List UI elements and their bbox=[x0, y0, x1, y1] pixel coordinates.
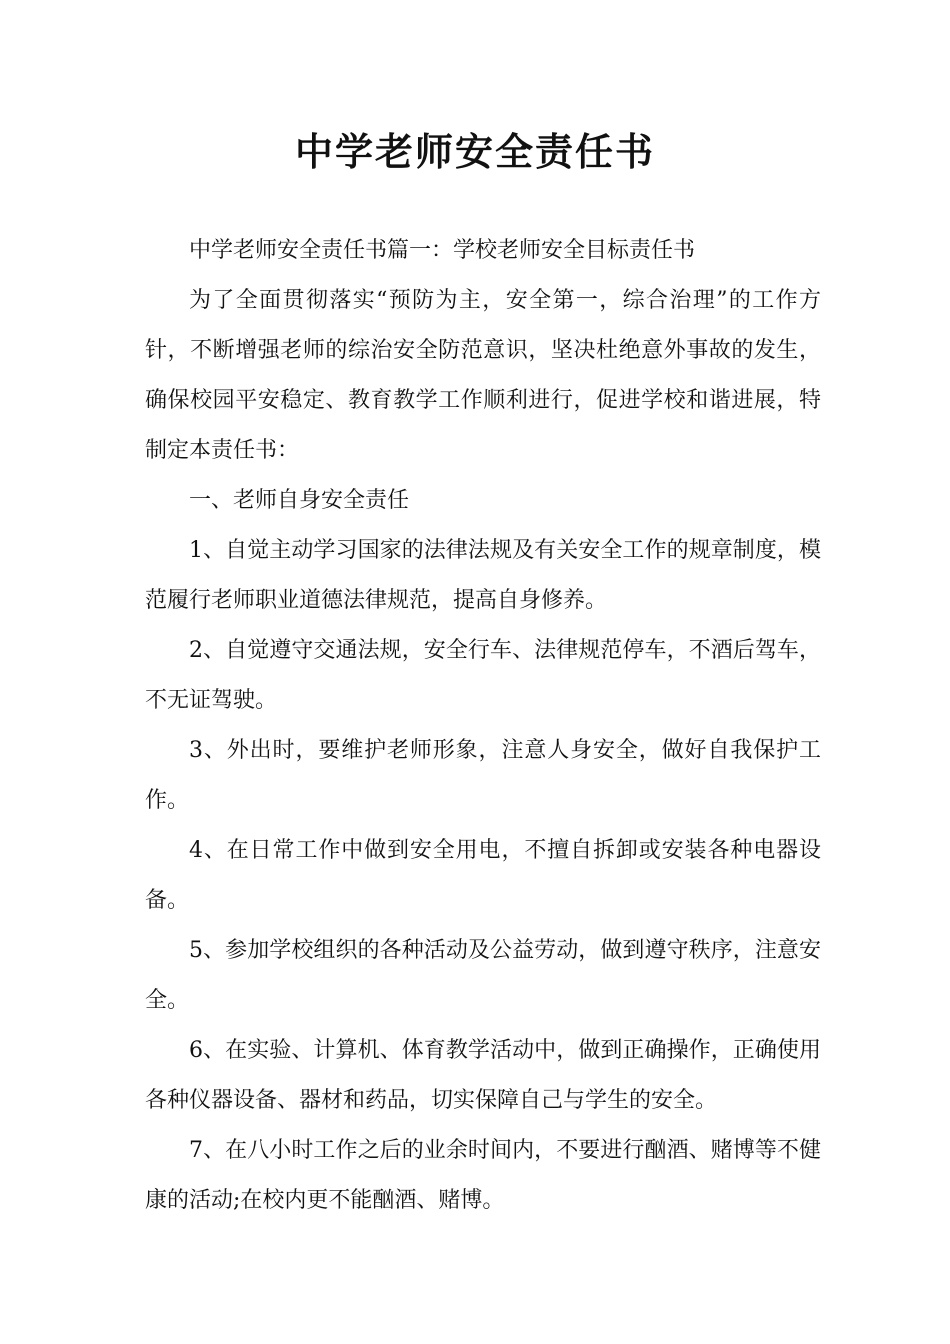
clause-6: 6、在实验、计算机、体育教学活动中，做到正确操作，正确使用各种仪器设备、器材和药品，切实保障自己与学生的安全。 bbox=[145, 1038, 821, 1113]
clause-4: 4、在日常工作中做到安全用电，不擅自拆卸或安装各种电器设备。 bbox=[145, 838, 821, 913]
clause-7: 7、在八小时工作之后的业余时间内，不要进行酗酒、赌博等不健康的活动;在校内更不能酗酒、赌博。 bbox=[145, 1138, 821, 1213]
clause-5: 5、参加学校组织的各种活动及公益劳动，做到遵守秩序，注意安全。 bbox=[145, 938, 821, 1013]
clause-3: 3、外出时，要维护老师形象，注意人身安全，做好自我保护工作。 bbox=[145, 738, 821, 813]
clause-1: 1、自觉主动学习国家的法律法规及有关安全工作的规章制度，模范履行老师职业道德法律规范，提高自身修养。 bbox=[145, 538, 821, 613]
section-heading: 一、老师自身安全责任 bbox=[189, 488, 410, 513]
document-body bbox=[145, 226, 821, 1226]
clause-2: 2、自觉遵守交通法规，安全行车、法律规范停车，不酒后驾车，不无证驾驶。 bbox=[145, 638, 821, 713]
subtitle-paragraph: 中学老师安全责任书篇一：学校老师安全目标责任书 bbox=[189, 238, 696, 263]
intro-paragraph: 为了全面贯彻落实“预防为主，安全第一，综合治理”的工作方针，不断增强老师的综治安全防范意识，坚决杜绝意外事故的发生，确保校园平安稳定、教育教学工作顺利进行，促进学校和谐进展，特制定本责任书： bbox=[145, 288, 821, 463]
document-title: 中学老师安全责任书 bbox=[294, 130, 655, 174]
